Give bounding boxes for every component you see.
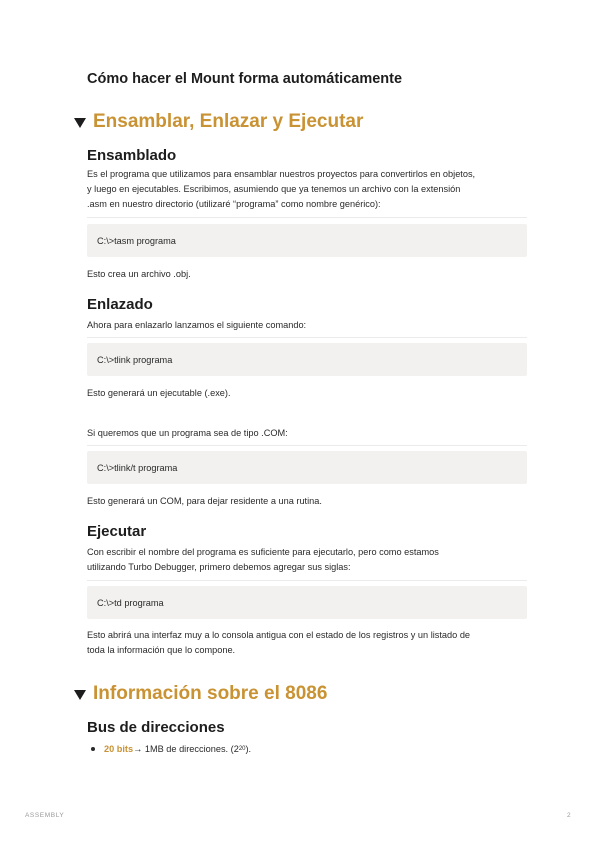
exponent: 20	[238, 746, 246, 752]
paragraph-line: Con escribir el nombre del programa es suficiente para ejecutarlo, pero como estamos	[87, 547, 439, 557]
code-block-tasm: C:\>tasm programa	[87, 224, 527, 257]
paragraph-line: toda la información que lo compone.	[87, 645, 236, 656]
code-separator	[87, 445, 527, 446]
code-separator	[87, 217, 527, 218]
footer-doc-title: ASSEMBLY	[25, 812, 65, 819]
code-block-tlink-t: C:\>tlink/t programa	[87, 451, 527, 484]
footer-page-number: 2	[567, 812, 571, 819]
triangle-down-icon[interactable]	[74, 690, 86, 700]
heading-bus-direcciones: Bus de direcciones	[87, 719, 225, 736]
code-separator	[87, 337, 527, 338]
top-heading: Cómo hacer el Mount forma automáticamente	[87, 71, 403, 87]
paragraph-line: utilizando Turbo Debugger, primero debemos agregar sus siglas:	[87, 562, 351, 573]
paragraph-enlazado-after1: Esto generará un ejecutable (.exe).	[87, 388, 231, 398]
paragraph-enlazado-intro: Ahora para enlazarlo lanzamos el siguiente comando:	[87, 320, 307, 330]
paragraph-line: .asm en nuestro directorio (utilizaré “programa” como nombre genérico):	[87, 199, 381, 210]
paragraph-line: y luego en ejecutables. Escribimos, asumiendo que ya tenemos un archivo con la extensión	[87, 184, 461, 195]
heading-enlazado: Enlazado	[87, 296, 153, 313]
bullet-icon	[91, 747, 95, 751]
code-block-td: C:\>td programa	[87, 586, 527, 619]
paragraph-ensamblado-after: Esto crea un archivo .obj.	[87, 269, 191, 279]
heading-ensamblado: Ensamblado	[87, 147, 177, 164]
section-8086-toggle[interactable]	[74, 683, 327, 705]
triangle-down-icon[interactable]	[74, 118, 86, 128]
paragraph-enlazado-after2: Esto generará un COM, para dejar residente a una rutina.	[87, 496, 322, 506]
section-title-ensamblar: Ensamblar, Enlazar y Ejecutar	[93, 111, 364, 132]
paragraph-line: Esto abrirá una interfaz muy a lo consola antigua con el estado de los registros y un listado de	[87, 630, 471, 640]
code-separator	[87, 580, 527, 581]
bullet-end: ).	[245, 744, 252, 754]
highlight-20-bits: 20 bits	[104, 744, 134, 754]
paragraph-enlazado-intro2: Si queremos que un programa sea de tipo .COM:	[87, 428, 288, 438]
paragraph-ejecutar-after	[87, 628, 527, 658]
section-ensamblar-toggle[interactable]	[74, 111, 363, 133]
list-item	[91, 744, 251, 754]
heading-ejecutar: Ejecutar	[87, 523, 147, 540]
code-block-tlink: C:\>tlink programa	[87, 343, 527, 376]
bullet-text: → 1MB de direcciones. (2	[133, 744, 239, 754]
section-title-8086: Información sobre el 8086	[93, 683, 328, 704]
paragraph-line: Es el programa que utilizamos para ensamblar nuestros proyectos para convertirlos en objetos,	[87, 169, 476, 179]
paragraph-ejecutar	[87, 545, 527, 575]
paragraph-ensamblado	[87, 167, 527, 213]
